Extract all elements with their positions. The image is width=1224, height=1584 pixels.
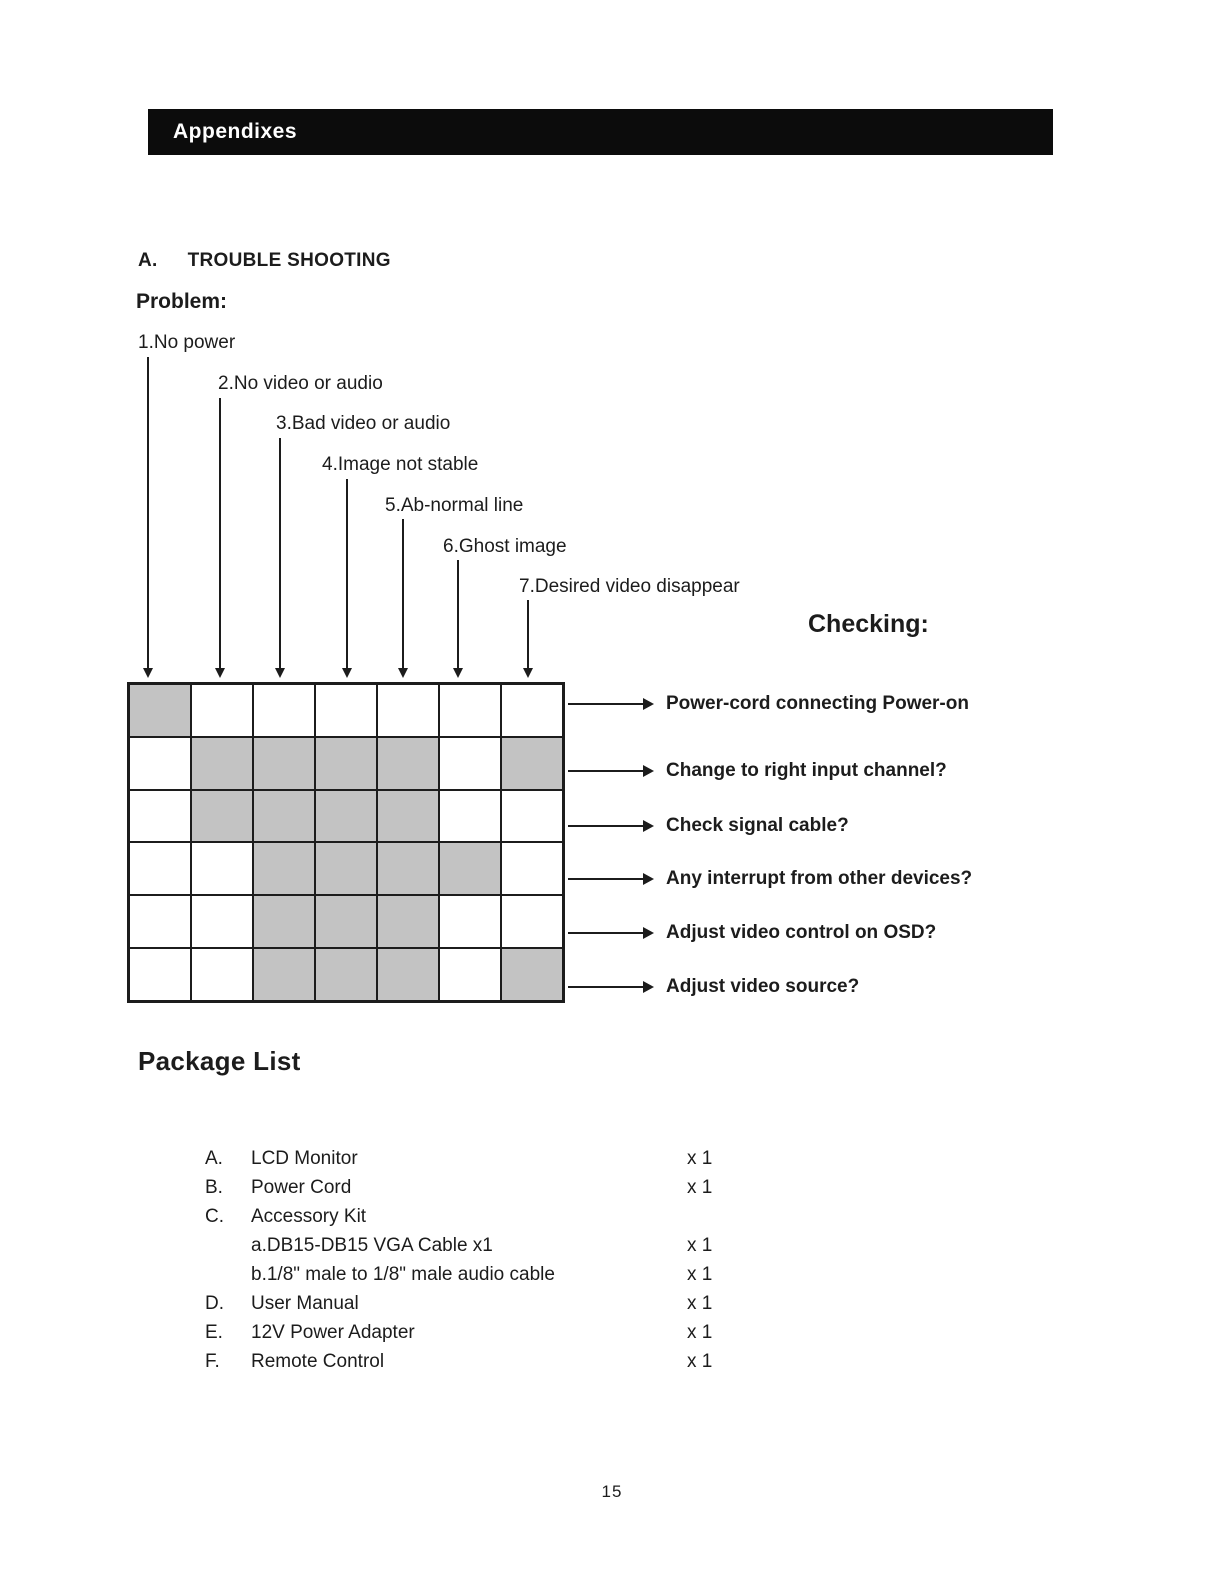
grid-cell <box>439 737 501 790</box>
grid-cell <box>191 895 253 948</box>
down-arrow-icon <box>527 600 529 669</box>
grid-cell <box>253 684 315 737</box>
grid-cell <box>191 842 253 895</box>
check-label: Adjust video source? <box>666 976 860 997</box>
package-list-title: Package List <box>138 1046 301 1076</box>
problem-item-4: 4.Image not stable <box>322 454 479 475</box>
section-letter: A. <box>138 250 158 271</box>
problem-item-7: 7.Desired video disappear <box>519 576 740 597</box>
grid-cell <box>315 842 377 895</box>
grid-cell <box>315 684 377 737</box>
package-item-name: a.DB15-DB15 VGA Cable x1 <box>251 1234 493 1256</box>
trouble-grid <box>127 682 565 1003</box>
package-item-name: Accessory Kit <box>251 1205 367 1227</box>
right-arrow-icon <box>568 770 644 772</box>
package-item-qty: x 1 <box>687 1176 713 1198</box>
grid-cell <box>501 842 563 895</box>
check-label: Power-cord connecting Power-on <box>666 693 969 714</box>
check-item-video-control-osd <box>568 922 936 944</box>
grid-cell <box>253 737 315 790</box>
grid-cell <box>253 895 315 948</box>
package-row <box>205 1144 735 1173</box>
grid-cell <box>439 790 501 843</box>
package-row <box>205 1260 735 1289</box>
down-arrow-icon <box>346 479 348 669</box>
package-list <box>205 1144 735 1376</box>
package-item-name: 12V Power Adapter <box>251 1321 415 1343</box>
right-arrow-icon <box>568 932 644 934</box>
right-arrow-icon <box>568 703 644 705</box>
grid-cell <box>191 790 253 843</box>
grid-cell <box>439 895 501 948</box>
package-item-letter: C. <box>205 1205 224 1227</box>
package-item-name: User Manual <box>251 1292 359 1314</box>
grid-cell <box>315 948 377 1001</box>
package-item-qty: x 1 <box>687 1350 713 1372</box>
check-label: Check signal cable? <box>666 815 849 836</box>
grid-cell <box>253 842 315 895</box>
package-item-name: b.1/8" male to 1/8" male audio cable <box>251 1263 555 1285</box>
problem-item-1: 1.No power <box>138 332 236 353</box>
grid-cell <box>191 948 253 1001</box>
package-item-letter: F. <box>205 1350 220 1372</box>
grid-cell <box>439 842 501 895</box>
grid-cell <box>377 895 439 948</box>
grid-cell <box>377 790 439 843</box>
grid-cell <box>253 948 315 1001</box>
package-item-qty: x 1 <box>687 1292 713 1314</box>
down-arrow-icon <box>402 519 404 669</box>
grid-cell <box>501 948 563 1001</box>
problem-item-2: 2.No video or audio <box>218 373 383 394</box>
section-title: TROUBLE SHOOTING <box>187 250 391 271</box>
grid-cell <box>501 790 563 843</box>
problem-item-3: 3.Bad video or audio <box>276 413 451 434</box>
grid-cell <box>377 737 439 790</box>
package-row <box>205 1289 735 1318</box>
grid-cell <box>191 737 253 790</box>
grid-cell <box>315 737 377 790</box>
grid-cell <box>129 895 191 948</box>
appendixes-header-title: Appendixes <box>173 120 298 143</box>
grid-cell <box>129 737 191 790</box>
grid-cell <box>439 948 501 1001</box>
grid-cell <box>315 895 377 948</box>
package-row <box>205 1202 735 1231</box>
right-arrow-icon <box>568 878 644 880</box>
grid-cell <box>377 684 439 737</box>
down-arrow-icon <box>219 398 221 669</box>
package-item-letter: A. <box>205 1147 223 1169</box>
package-item-qty: x 1 <box>687 1321 713 1343</box>
grid-cell <box>315 790 377 843</box>
problem-label: Problem: <box>136 290 228 313</box>
troubleshooting-section-heading <box>138 250 391 272</box>
grid-cell <box>253 790 315 843</box>
check-item-input-channel <box>568 760 947 782</box>
package-row <box>205 1347 735 1376</box>
package-item-qty: x 1 <box>687 1234 713 1256</box>
package-item-letter: D. <box>205 1292 224 1314</box>
package-item-name: LCD Monitor <box>251 1147 358 1169</box>
problem-item-5: 5.Ab-normal line <box>385 495 524 516</box>
grid-cell <box>129 948 191 1001</box>
problem-item-6: 6.Ghost image <box>443 536 567 557</box>
package-row <box>205 1173 735 1202</box>
package-item-name: Power Cord <box>251 1176 352 1198</box>
check-label: Any interrupt from other devices? <box>666 868 973 889</box>
grid-cell <box>377 948 439 1001</box>
grid-cell <box>501 737 563 790</box>
down-arrow-icon <box>147 357 149 669</box>
check-item-interrupt-devices <box>568 868 972 890</box>
grid-cell <box>377 842 439 895</box>
down-arrow-icon <box>279 438 281 669</box>
check-label: Change to right input channel? <box>666 760 947 781</box>
check-item-signal-cable <box>568 815 849 837</box>
grid-cell <box>439 684 501 737</box>
page-number: 15 <box>601 1482 623 1501</box>
package-row <box>205 1318 735 1347</box>
check-item-video-source <box>568 976 859 998</box>
check-label: Adjust video control on OSD? <box>666 922 937 943</box>
grid-cell <box>501 895 563 948</box>
package-item-name: Remote Control <box>251 1350 385 1372</box>
right-arrow-icon <box>568 825 644 827</box>
right-arrow-icon <box>568 986 644 988</box>
package-row <box>205 1231 735 1260</box>
grid-cell <box>501 684 563 737</box>
checking-label: Checking: <box>808 610 929 638</box>
grid-cell <box>129 684 191 737</box>
package-item-qty: x 1 <box>687 1263 713 1285</box>
package-item-letter: B. <box>205 1176 223 1198</box>
down-arrow-icon <box>457 560 459 669</box>
appendixes-header-bar <box>148 109 1053 155</box>
package-item-letter: E. <box>205 1321 223 1343</box>
package-item-qty: x 1 <box>687 1147 713 1169</box>
grid-cell <box>129 842 191 895</box>
grid-cell <box>129 790 191 843</box>
grid-cell <box>191 684 253 737</box>
check-item-power-cord <box>568 693 969 715</box>
